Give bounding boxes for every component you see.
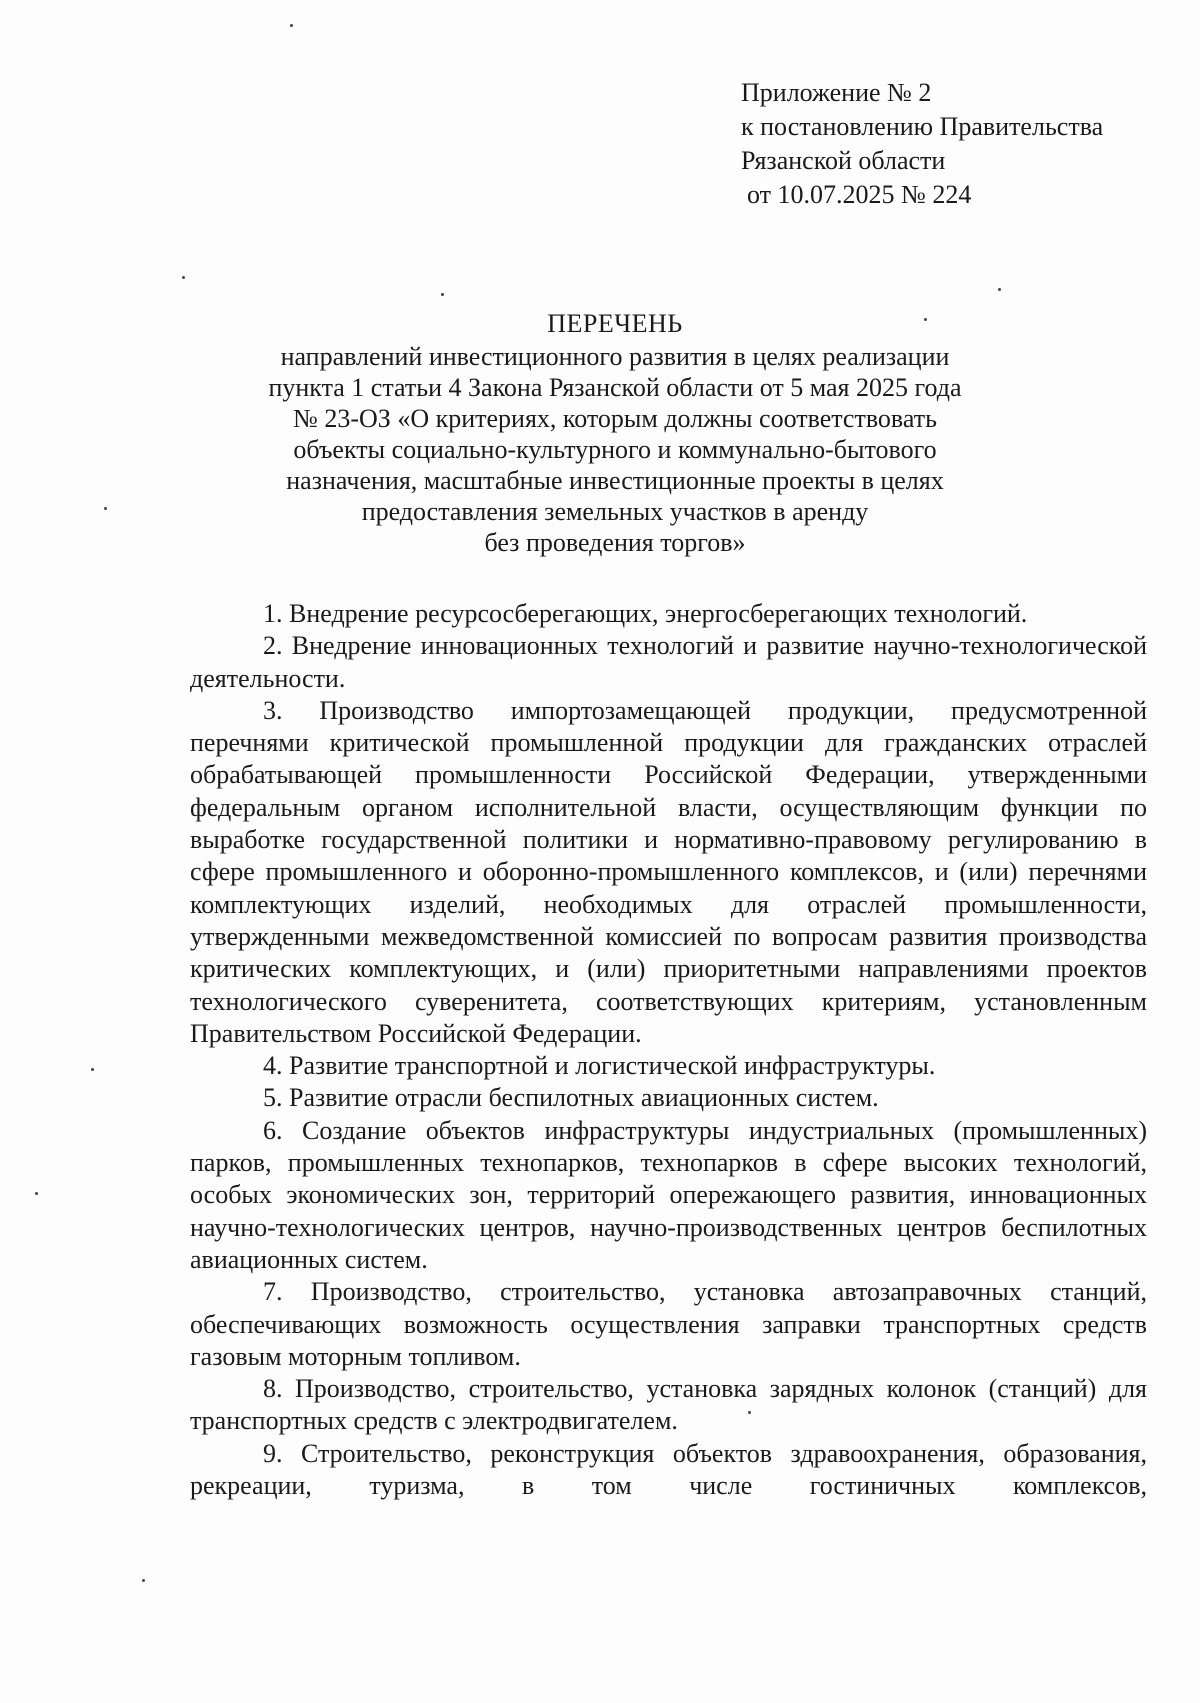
list-item-5: 5. Развитие отрасли беспилотных авиационных систем. bbox=[263, 1083, 879, 1113]
scan-speck bbox=[91, 1068, 94, 1071]
list-item-1: 1. Внедрение ресурсосберегающих, энергосберегающих технологий. bbox=[263, 599, 1028, 628]
scan-speck bbox=[35, 1192, 38, 1195]
document-title-block bbox=[250, 308, 980, 558]
title-line: направлений инвестиционного развития в целях реализации bbox=[280, 342, 950, 371]
list-item-6: 6. Создание объектов инфраструктуры индустриальных (промышленных) парков, промышленных технопарков, технопарков в сфере высоких технологий, особых экономических зон, территорий опережающего развития, инновационных научно-технологических центров, научно-производственных центров беспилотных авиационных систем. bbox=[190, 1115, 1147, 1274]
title-line: объекты социально-культурного и коммунально-бытового bbox=[293, 435, 937, 464]
list-item-3: 3. Производство импортозамещающей продукции, предусмотренной перечнями критической промышленной продукции для гражданских отраслей обрабатывающей промышленности Российской Федерации, утвержденными федеральным органом исполнительной власти, осуществляющим функции по выработке государственной политики и нормативно-правовому регулированию в сфере промышленного и оборонно-промышленного комплексов, и (или) перечнями комплектующих изделий, необходимых для отраслей промышленности, утвержденными межведомственной комиссией по вопросам развития производства критических комплектующих, и (или) приоритетными направлениями проектов технологического суверенитета, соответствующих критериям, установленным Правительством Российской Федерации. bbox=[190, 695, 1147, 1048]
list-item-4: 4. Развитие транспортной и логистической инфраструктуры. bbox=[263, 1051, 936, 1081]
list-item-9: 9. Строительство, реконструкция объектов здравоохранения, образования, рекреации, туризма, в том числе гостиничных комплексов, bbox=[190, 1438, 1147, 1501]
title-line: без проведения торгов» bbox=[484, 528, 746, 557]
appendix-number: Приложение № 2 bbox=[741, 78, 932, 107]
title-line: предоставления земельных участков в аренду bbox=[361, 497, 869, 526]
scan-speck bbox=[142, 1579, 145, 1582]
appendix-date: от 10.07.2025 № 224 bbox=[747, 180, 972, 209]
scan-speck bbox=[182, 276, 185, 279]
scan-speck bbox=[104, 507, 107, 510]
scan-speck bbox=[924, 318, 927, 321]
scan-speck bbox=[998, 288, 1001, 291]
scan-speck bbox=[290, 24, 293, 27]
title-line: пункта 1 статьи 4 Закона Рязанской области от 5 мая 2025 года bbox=[268, 373, 962, 402]
appendix-region: Рязанской области bbox=[741, 146, 946, 175]
appendix-resolution-ref: к постановлению Правительства bbox=[741, 112, 1104, 141]
list-item-8: 8. Производство, строительство, установка зарядных колонок (станций) для транспортных средств с электродвигателем. bbox=[190, 1374, 1147, 1436]
list-item-7: 7. Производство, строительство, установка автозаправочных станций, обеспечивающих возможность осуществления заправки транспортных средств газовым моторным топливом. bbox=[190, 1277, 1147, 1371]
document-heading: ПЕРЕЧЕНЬ bbox=[547, 309, 683, 338]
scan-speck bbox=[441, 293, 444, 296]
appendix-header bbox=[741, 76, 1103, 212]
list-item-2: 2. Внедрение инновационных технологий и развитие научно-технологической деятельности. bbox=[190, 631, 1147, 693]
list-of-directions bbox=[190, 598, 1147, 1502]
title-line: назначения, масштабные инвестиционные проекты в целях bbox=[286, 466, 944, 495]
title-line: № 23-ОЗ «О критериях, которым должны соответствовать bbox=[293, 404, 937, 433]
scan-speck bbox=[748, 1411, 751, 1414]
